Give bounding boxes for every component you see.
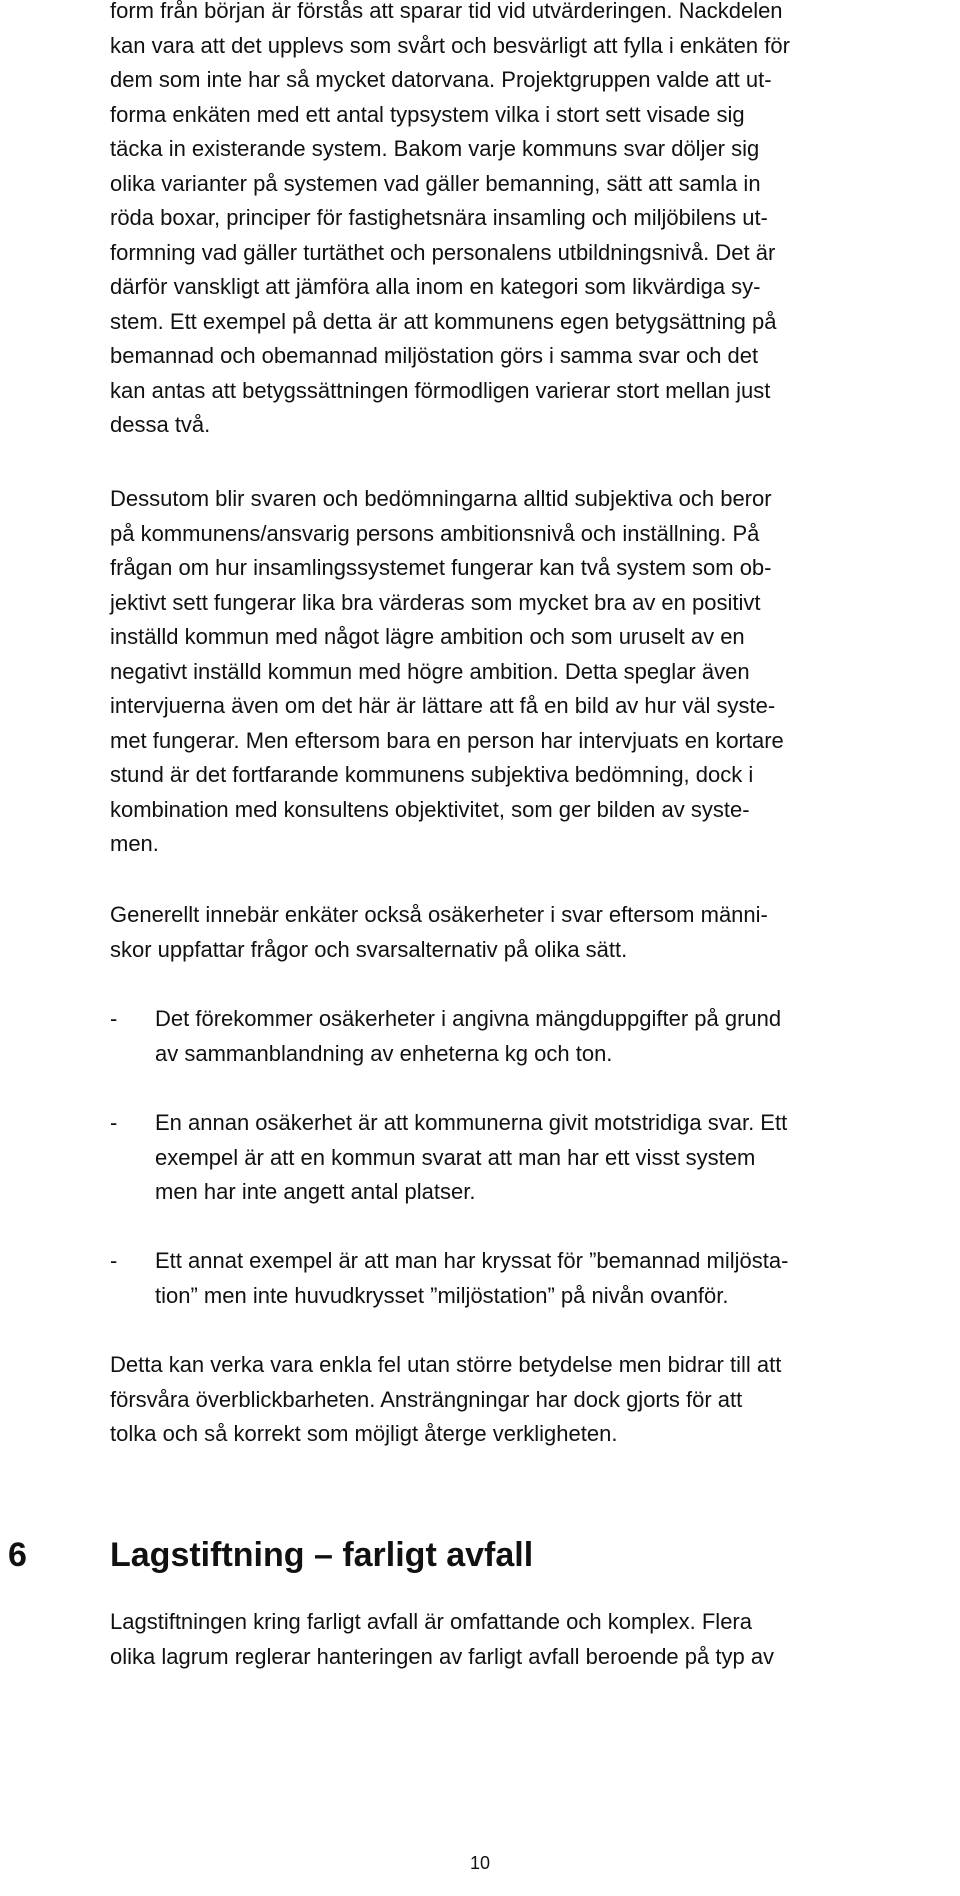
text-line: av sammanblandning av enheterna kg och ton. [155,1040,613,1066]
text-line: tolka och så korrekt som möjligt återge verkligheten. [110,1421,618,1446]
text-line: negativt inställd kommun med högre ambition. Detta speglar även [110,658,750,684]
text-line: stund är det fortfarande kommunens subjektiva bedömning, dock i [110,762,754,787]
text-line: olika varianter på systemen vad gäller bemanning, sätt att samla in [110,170,761,196]
paragraph-legislation [110,1605,910,1674]
bullet-dash: - [110,1110,118,1135]
text-line: jektivt sett fungerar lika bra värderas som mycket bra av en positivt [110,589,761,615]
text-line: kombination med konsultens objektivitet, som ger bilden av syste- [110,796,750,822]
section-title: Lagstiftning – farligt avfall [110,1536,534,1574]
text-line: forma enkäten med ett antal typsystem vilka i stort sett visade sig [110,101,745,127]
paragraph-survey-method [110,0,910,443]
section-heading [0,1530,960,1580]
bullet-dash: - [110,1248,118,1273]
bullet-dash: - [110,1006,118,1031]
text-line: exempel är att en kommun svarat att man har ett visst system [155,1144,756,1170]
paragraph-uncertainty [110,898,910,967]
bullet-text [155,1106,935,1210]
page-number: 10 [469,1853,491,1873]
text-line: met fungerar. Men eftersom bara en person har intervjuats en kortare [110,727,784,753]
text-line: kan antas att betygssättningen förmodligen varierar stort mellan just [110,377,771,403]
text-line: men har inte angett antal platser. [155,1179,476,1204]
text-line: olika lagrum reglerar hanteringen av farligt avfall beroende på typ av [110,1643,775,1669]
text-line: Dessutom blir svaren och bedömningarna alltid subjektiva och beror [110,486,772,511]
text-line: dem som inte har så mycket datorvana. Projektgruppen valde att ut- [110,67,772,92]
text-line: försvåra överblickbarheten. Ansträngningar har dock gjorts för att [110,1386,743,1412]
text-line: på kommunens/ansvarig persons ambitionsnivå och inställning. På [110,520,760,546]
text-line: tion” men inte huvudkrysset ”miljöstation” på nivån ovanför. [155,1282,729,1308]
text-line: Detta kan verka vara enkla fel utan större betydelse men bidrar till att [110,1352,782,1377]
text-line: täcka in existerande system. Bakom varje kommuns svar döljer sig [110,136,760,161]
paragraph-conclusion [110,1348,910,1452]
bullet-text [155,1002,935,1071]
text-line: därför vanskligt att jämföra alla inom en kategori som likvärdiga sy- [110,274,761,299]
text-line: frågan om hur insamlingssystemet fungerar kan två system som ob- [110,555,772,580]
text-line: dessa två. [110,412,211,437]
text-line: röda boxar, principer för fastighetsnära insamling och miljöbilens ut- [110,205,768,230]
text-line: intervjuerna även om det här är lättare att få en bild av hur väl syste- [110,693,776,718]
text-line: men. [110,831,159,856]
text-line: Det förekommer osäkerheter i angivna mängduppgifter på grund [155,1006,782,1031]
text-line: kan vara att det upplevs som svårt och besvärligt att fylla i enkäten för [110,32,790,58]
bullet-text [155,1244,935,1313]
text-line: inställd kommun med något lägre ambition och som uruselt av en [110,624,745,649]
paragraph-subjectivity [110,482,910,862]
text-line: Generellt innebär enkäter också osäkerheter i svar eftersom männi- [110,902,768,927]
text-line: form från början är förstås att sparar tid vid utvärderingen. Nackdelen [110,0,783,23]
text-line: Ett annat exempel är att man har kryssat för ”bemannad miljösta- [155,1248,789,1273]
text-line: stem. Ett exempel på detta är att kommunens egen betygsättning på [110,308,777,334]
text-line: skor uppfattar frågor och svarsalternativ på olika sätt. [110,936,628,962]
text-line: bemannad och obemannad miljöstation görs i samma svar och det [110,343,759,368]
text-line: Lagstiftningen kring farligt avfall är omfattande och komplex. Flera [110,1609,752,1634]
section-number: 6 [8,1536,27,1574]
text-line: En annan osäkerhet är att kommunerna givit motstridiga svar. Ett [155,1110,788,1135]
text-line: formning vad gäller turtäthet och personalens utbildningsnivå. Det är [110,239,776,265]
